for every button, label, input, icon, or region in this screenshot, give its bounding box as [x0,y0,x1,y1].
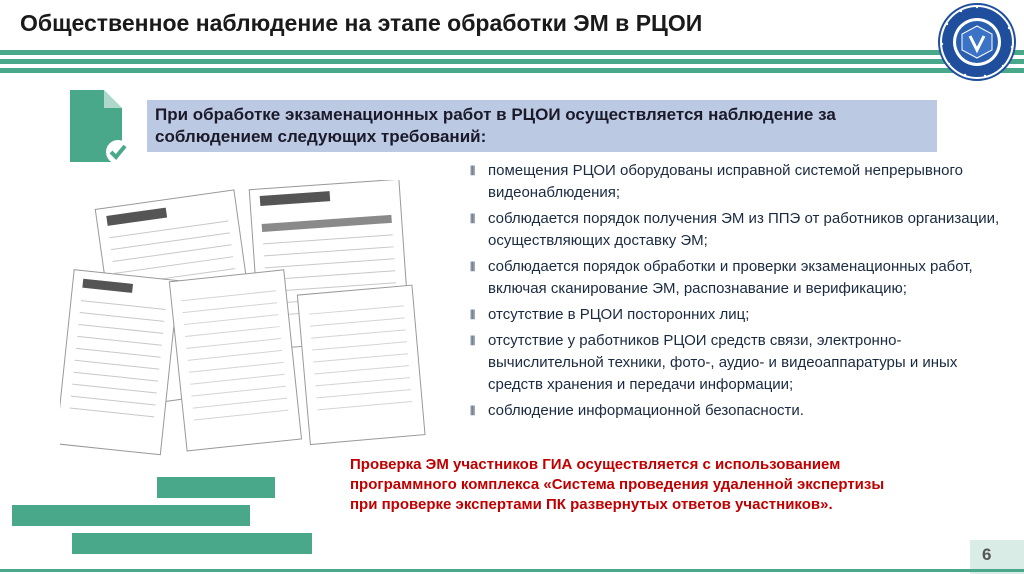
bullet-icon: ⦀ [470,308,476,322]
list-item [470,160,1000,204]
list-item-text: отсутствие у работников РЦОИ средств связи, электронно-вычислительной техники, фото-, аудио- и видеоаппаратуры и иных средств хранения и передачи информации; [488,332,958,393]
page-number: 6 [982,545,992,564]
list-item-text: соблюдение информационной безопасности. [488,402,804,419]
list-item [470,256,1000,300]
bullet-icon: ⦀ [470,212,476,226]
list-item [470,304,1000,326]
list-item [470,400,1000,422]
requirements-header: При обработке экзаменационных работ в РЦОИ осуществляется наблюдение за соблюдением следующих требований: [147,100,937,152]
decor-bar [157,477,275,498]
note-text: Проверка ЭМ участников ГИА осуществляется с использованием программного комплекса «Система проведения удаленной экспертизы при проверке экспертами ПК развернутых ответов участников». [350,456,885,513]
document-check-icon [68,88,134,164]
list-item [470,208,1000,252]
list-item-text: соблюдается порядок получения ЭМ из ППЭ от работников организации, осуществляющих доставку ЭМ; [488,210,1000,249]
exam-forms-image [60,180,440,460]
header-stripes [0,50,1024,82]
bullet-icon: ⦀ [470,164,476,178]
footer-line [0,569,1024,572]
bullet-icon: ⦀ [470,404,476,418]
requirements-list [470,160,1000,426]
bullet-icon: ⦀ [470,260,476,274]
list-item-text: помещения РЦОИ оборудованы исправной системой непрерывного видеонаблюдения; [488,162,963,201]
list-item-text: отсутствие в РЦОИ посторонних лиц; [488,306,750,323]
rcoi-logo [937,2,1017,82]
decor-bar [72,533,312,554]
list-item [470,330,1000,396]
decor-bar [12,505,250,526]
list-item-text: соблюдается порядок обработки и проверки экзаменационных работ, включая сканирование ЭМ, распознавание и верификацию; [488,258,973,297]
slide-title: Общественное наблюдение на этапе обработки ЭМ в РЦОИ [20,10,703,36]
bullet-icon: ⦀ [470,334,476,348]
